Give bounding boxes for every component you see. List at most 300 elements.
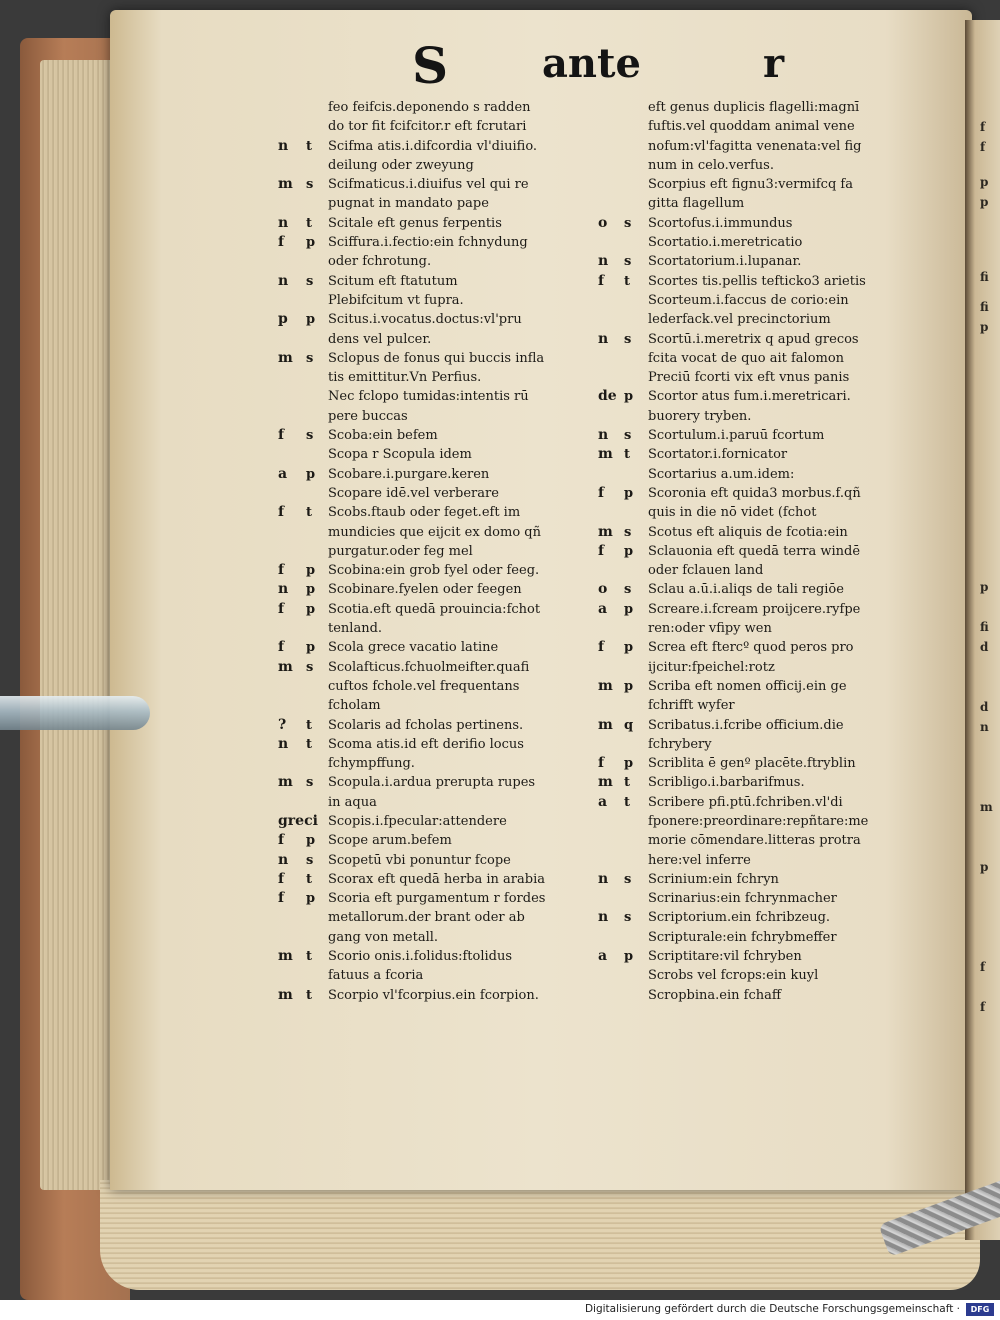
- gender-mark: n: [598, 909, 609, 926]
- class-mark: p: [624, 756, 634, 772]
- dictionary-entry: [278, 310, 608, 349]
- gender-mark: [598, 98, 624, 117]
- text-line: Scortulum.i.paruū fcortum: [648, 428, 825, 444]
- entry-text: [648, 947, 918, 1005]
- book-clamp: [0, 696, 150, 730]
- entry-text: [328, 503, 608, 561]
- margin-mark: n: [980, 720, 989, 734]
- entry-text: [328, 214, 608, 233]
- text-line: Scrinium:ein fchryn: [648, 871, 779, 887]
- dictionary-entry: [278, 831, 608, 850]
- entry-text: [648, 870, 918, 909]
- entry-text: [648, 272, 918, 330]
- gender-mark: f: [278, 639, 285, 656]
- dfg-logo: DFG: [966, 1303, 994, 1316]
- gender-mark: m: [278, 948, 293, 965]
- gender-mark: f: [278, 870, 285, 887]
- class-mark: p: [306, 235, 316, 251]
- margin-mark: p: [980, 195, 989, 209]
- gender-mark: a: [278, 465, 288, 482]
- text-line: Sclau a.ū.i.aliqs de tali regiōe: [648, 582, 844, 598]
- entry-text: [328, 851, 608, 870]
- class-mark: p: [306, 466, 316, 482]
- entry-text: [328, 658, 608, 716]
- margin-mark: p: [980, 320, 989, 334]
- text-line: Scribatus.i.fcribe officium.die: [648, 717, 844, 733]
- dictionary-entry: [278, 870, 608, 889]
- text-line: fcita vocat de quo ait falomon: [648, 350, 845, 366]
- class-mark: s: [306, 350, 314, 366]
- text-line: fchrybery: [648, 736, 712, 752]
- text-line: Scriptitare:vil fchryben: [648, 949, 802, 965]
- text-line: fcholam: [328, 698, 381, 714]
- text-line: Scriptorium.ein fchribzeug.: [648, 910, 831, 926]
- gender-mark: n: [278, 214, 289, 231]
- class-mark: t: [306, 949, 313, 965]
- margin-mark: f: [980, 1000, 986, 1014]
- dictionary-entry: [278, 233, 608, 272]
- right-column: [598, 98, 918, 1005]
- dictionary-entry: [278, 426, 608, 465]
- entry-text: [648, 754, 918, 773]
- dictionary-entry: [278, 735, 608, 774]
- entry-text: [648, 330, 918, 388]
- class-mark: s: [306, 659, 314, 675]
- text-line: morie cōmendare.litteras protra: [648, 833, 861, 849]
- text-line: metallorum.der brant oder ab: [328, 910, 525, 926]
- class-mark: p: [624, 543, 634, 559]
- class-mark: s: [624, 428, 632, 444]
- class-mark: s: [624, 524, 632, 540]
- text-line: Scribere pfi.ptū.fchriben.vl'di: [648, 794, 843, 810]
- dictionary-entry: [598, 387, 918, 426]
- class-mark: [306, 98, 328, 117]
- entry-text: [648, 426, 918, 445]
- margin-mark: p: [980, 580, 989, 594]
- entry-text: [648, 773, 918, 792]
- text-line: ijcitur:fpeichel:rotz: [648, 659, 775, 675]
- entry-text: [328, 600, 608, 639]
- class-mark: p: [306, 640, 316, 656]
- dictionary-entry: [598, 580, 918, 599]
- dictionary-entry: [278, 503, 608, 561]
- dictionary-entry: [278, 349, 608, 426]
- entry-text: [648, 214, 918, 253]
- entry-text: [648, 252, 918, 271]
- text-line: mundicies que eijcit ex domo qñ: [328, 524, 541, 540]
- text-line: Scopula.i.ardua prerupta rupes: [328, 775, 536, 791]
- text-line: pere buccas: [328, 408, 408, 424]
- entry-text: [328, 638, 608, 657]
- margin-mark: d: [980, 700, 989, 714]
- text-line: Scifmaticus.i.diuifus vel qui re: [328, 177, 529, 193]
- entry-text: [648, 908, 918, 947]
- entry-text: [328, 310, 608, 349]
- dictionary-entry: [278, 947, 608, 986]
- gender-mark: n: [278, 272, 289, 289]
- text-line: Scriblita ē genº placēte.ftryblin: [648, 756, 856, 772]
- entry-text: [328, 580, 608, 599]
- gender-mark: m: [278, 774, 293, 791]
- bottom-page-edges: [100, 1180, 980, 1290]
- dictionary-entry: [278, 580, 608, 599]
- entry-text: [648, 387, 918, 426]
- text-line: num in celo.verfus.: [648, 157, 774, 173]
- text-line: Scorpio vl'fcorpius.ein fcorpion.: [328, 987, 539, 1003]
- class-mark: t: [306, 987, 313, 1003]
- footer: [0, 1300, 1000, 1320]
- class-mark: p: [624, 640, 634, 656]
- gender-mark: f: [598, 272, 605, 289]
- entry-text: [328, 947, 608, 986]
- text-line: Scopis.i.fpecular:attendere: [328, 813, 507, 829]
- margin-mark: f: [980, 120, 986, 134]
- class-mark: t: [306, 505, 313, 521]
- text-line: Scitale eft genus ferpentis: [328, 215, 502, 231]
- text-line: Scope arum.befem: [328, 833, 452, 849]
- text-line: Scropbina.ein fchaff: [648, 987, 782, 1003]
- class-mark: s: [624, 254, 632, 270]
- dictionary-entry: [598, 754, 918, 773]
- dictionary-entry: [598, 426, 918, 445]
- dictionary-entry: [278, 272, 608, 311]
- text-line: Screare.i.fcream proijcere.ryfpe: [648, 601, 861, 617]
- gender-mark: n: [278, 851, 289, 868]
- text-line: Scorteum.i.faccus de corio:ein: [648, 292, 849, 308]
- text-line: Scitum eft ftatutum: [328, 273, 458, 289]
- signature-mark: r: [763, 40, 785, 87]
- gender-mark: f: [598, 484, 605, 501]
- text-line: here:vel inferre: [648, 852, 751, 868]
- class-mark: t: [624, 273, 631, 289]
- dictionary-entry: [278, 175, 608, 214]
- entry-text: [328, 831, 608, 850]
- text-line: Scortarius a.um.idem:: [648, 466, 795, 482]
- text-line: in aqua: [328, 794, 377, 810]
- text-line: gang von metall.: [328, 929, 439, 945]
- margin-mark: p: [980, 175, 989, 189]
- entry-text: [648, 580, 918, 599]
- entry-text: [648, 523, 918, 542]
- class-mark: t: [306, 736, 313, 752]
- gender-mark: n: [278, 581, 289, 598]
- dictionary-entry: [598, 252, 918, 271]
- dictionary-entry: [598, 330, 918, 388]
- gender-mark: [278, 98, 306, 117]
- margin-mark: fi: [980, 620, 989, 634]
- class-mark: p: [624, 678, 634, 694]
- gender-mark: n: [598, 427, 609, 444]
- text-line: Scotus eft aliquis de fcotia:ein: [648, 524, 848, 540]
- footer-credit: Digitalisierung gefördert durch die Deutsche Forschungsgemeinschaft ·: [584, 1303, 960, 1315]
- gender-mark: f: [598, 755, 605, 772]
- entry-text: [328, 98, 608, 137]
- text-line: Scoria eft purgamentum r fordes: [328, 891, 546, 907]
- class-mark: t: [624, 447, 631, 463]
- text-line: Scortatorium.i.lupanar.: [648, 254, 802, 270]
- class-mark: s: [306, 852, 314, 868]
- dictionary-entry: [278, 986, 608, 1005]
- text-line: tenland.: [328, 621, 383, 637]
- gender-mark: f: [278, 600, 285, 617]
- dictionary-entry: [598, 445, 918, 484]
- gender-mark: de: [598, 388, 617, 405]
- text-line: cuftos fchole.vel frequentans: [328, 678, 520, 694]
- gender-mark: m: [598, 446, 613, 463]
- dictionary-entry: [598, 484, 918, 523]
- entry-text: [328, 812, 608, 831]
- text-line: Sclauonia eft quedā terra windē: [648, 543, 861, 559]
- text-line: Plebifcitum vt fupra.: [328, 292, 464, 308]
- class-mark: s: [624, 215, 632, 231]
- text-line: dens vel pulcer.: [328, 331, 432, 347]
- running-head-letter: S: [412, 36, 449, 95]
- entry-text: [648, 484, 918, 523]
- gender-mark: ?: [278, 716, 287, 733]
- dictionary-entry: [598, 908, 918, 947]
- gender-mark: m: [278, 349, 293, 366]
- class-mark: s: [624, 582, 632, 598]
- text-line: Scripturale:ein fchrybmeffer: [648, 929, 837, 945]
- dictionary-entry: [598, 542, 918, 581]
- text-line: fatuus a fcoria: [328, 968, 424, 984]
- class-mark: s: [624, 910, 632, 926]
- class-mark: p: [306, 563, 316, 579]
- text-line: Scortator.i.fornicator: [648, 447, 788, 463]
- entry-text: [328, 426, 608, 465]
- gender-mark: o: [598, 581, 608, 598]
- entry-text: [328, 889, 608, 947]
- dictionary-entry: [278, 812, 608, 831]
- text-line: fponere:preordinare:repñtare:me: [648, 813, 869, 829]
- text-line: Scolafticus.fchuolmeifter.quafi: [328, 659, 530, 675]
- gender-mark: f: [278, 504, 285, 521]
- dictionary-entry: [278, 716, 608, 735]
- dictionary-entry: [278, 638, 608, 657]
- dictionary-entry: [598, 773, 918, 792]
- text-line: feo feifcis.deponendo s radden: [328, 100, 531, 115]
- text-line: oder fchrotung.: [328, 254, 432, 270]
- entry-text: [328, 175, 608, 214]
- margin-mark: m: [980, 800, 993, 814]
- text-line: Scobs.ftaub oder feget.eft im: [328, 505, 521, 521]
- dictionary-entry: [278, 658, 608, 716]
- dictionary-entry: [598, 214, 918, 253]
- text-line: Scorpius eft fignu3:vermifcq fa: [648, 177, 853, 193]
- margin-mark: fi: [980, 270, 989, 284]
- class-mark: t: [306, 215, 313, 231]
- text-line: fchympffung.: [328, 756, 415, 772]
- margin-mark: d: [980, 640, 989, 654]
- text-line: purgatur.oder feg mel: [328, 543, 473, 559]
- text-line: Scitus.i.vocatus.doctus:vl'pru: [328, 312, 522, 328]
- entry-text: [328, 773, 608, 812]
- gender-mark: m: [598, 716, 613, 733]
- text-line: tis emittitur.Vn Perfius.: [328, 370, 482, 386]
- entry-text: [648, 542, 918, 581]
- dictionary-entry: [278, 773, 608, 812]
- entry-text: [328, 561, 608, 580]
- text-line: oder fclauen land: [648, 563, 764, 579]
- entry-text: [328, 137, 608, 176]
- text-line: Scortofus.i.immundus: [648, 215, 793, 231]
- gender-mark: n: [278, 735, 289, 752]
- dictionary-entry: [598, 638, 918, 677]
- text-line: Scorax eft quedā herba in arabia: [328, 871, 545, 887]
- class-mark: s: [624, 331, 632, 347]
- entry-text: [328, 735, 608, 774]
- gender-mark: m: [278, 986, 293, 1003]
- gender-mark: n: [598, 870, 609, 887]
- gender-mark: f: [278, 562, 285, 579]
- text-line: quis in die nō videt (fchot: [648, 505, 817, 521]
- text-line: Scoba:ein befem: [328, 428, 438, 444]
- entry-text: [328, 465, 608, 504]
- dictionary-entry: [278, 600, 608, 639]
- dictionary-entry: [598, 716, 918, 755]
- gender-mark: n: [598, 330, 609, 347]
- text-line: Scortes tis.pellis tefticko3 arietis: [648, 273, 866, 289]
- class-mark: [306, 812, 328, 831]
- text-line: buorery tryben.: [648, 408, 752, 424]
- gender-mark: m: [278, 658, 293, 675]
- text-line: deilung oder zweyung: [328, 157, 474, 173]
- text-line: Scola grece vacatio latine: [328, 640, 499, 656]
- class-mark: s: [306, 775, 314, 791]
- class-mark: p: [306, 582, 316, 598]
- class-mark: t: [306, 138, 313, 154]
- margin-mark: p: [980, 860, 989, 874]
- gender-mark: a: [598, 600, 608, 617]
- class-mark: t: [624, 775, 631, 791]
- gender-mark: f: [598, 639, 605, 656]
- gender-mark: o: [598, 214, 608, 231]
- text-line: pugnat in mandato pape: [328, 196, 489, 212]
- dictionary-entry: [598, 793, 918, 870]
- gender-mark: m: [278, 176, 293, 193]
- text-line: Scobare.i.purgare.keren: [328, 466, 490, 482]
- text-line: eft genus duplicis flagelli:magnī: [648, 100, 860, 115]
- left-column: [278, 98, 608, 1005]
- text-line: Sciffura.i.fectio:ein fchnydung: [328, 235, 528, 251]
- entry-text: [328, 349, 608, 426]
- text-line: Scotia.eft quedā prouincia:fchot: [328, 601, 541, 617]
- gender-mark: f: [278, 234, 285, 251]
- class-mark: [624, 98, 648, 117]
- dictionary-entry: [278, 137, 608, 176]
- class-mark: s: [306, 177, 314, 193]
- text-line: lederfack.vel precinctorium: [648, 312, 831, 328]
- dictionary-entry: [598, 523, 918, 542]
- margin-mark: fi: [980, 300, 989, 314]
- text-line: Scifma atis.i.difcordia vl'diuifio.: [328, 138, 538, 154]
- gender-mark: n: [598, 253, 609, 270]
- text-line: Preciū fcorti vix eft vnus panis: [648, 370, 850, 386]
- class-mark: p: [306, 833, 316, 849]
- margin-mark: f: [980, 960, 986, 974]
- entry-text: [648, 677, 918, 716]
- entry-text: [328, 716, 608, 735]
- dictionary-entry: [278, 214, 608, 233]
- text-line: do tor fit fcifcitor.r eft fcrutari: [328, 119, 527, 135]
- gender-mark: a: [598, 793, 608, 810]
- class-mark: s: [306, 273, 314, 289]
- gender-mark: f: [278, 427, 285, 444]
- text-line: Scorio onis.i.folidus:ftolidus: [328, 949, 513, 965]
- text-line: ren:oder vfipy wen: [648, 621, 772, 637]
- entry-text: [328, 272, 608, 311]
- class-mark: p: [306, 601, 316, 617]
- gender-mark: f: [278, 832, 285, 849]
- class-mark: t: [306, 717, 313, 733]
- gender-mark: n: [278, 137, 289, 154]
- gender-mark: f: [278, 890, 285, 907]
- dictionary-entry: [278, 465, 608, 504]
- text-line: Scoma atis.id eft derifio locus: [328, 736, 524, 752]
- text-line: gitta flagellum: [648, 196, 745, 212]
- gender-mark: m: [598, 774, 613, 791]
- class-mark: t: [306, 871, 313, 887]
- dictionary-entry: [278, 561, 608, 580]
- gender-mark: greci: [278, 812, 318, 829]
- text-line: Scribligo.i.barbarifmus.: [648, 775, 805, 791]
- class-mark: p: [624, 389, 634, 405]
- dictionary-entry: [598, 600, 918, 639]
- text-line: Scopare idē.vel verberare: [328, 485, 499, 501]
- entry-text: [648, 716, 918, 755]
- margin-mark: f: [980, 140, 986, 154]
- text-line: Scoronia eft quida3 morbus.f.qñ: [648, 485, 861, 501]
- running-head-word: ante: [542, 40, 641, 87]
- text-line: Scriba eft nomen officij.ein ge: [648, 678, 847, 694]
- class-mark: s: [306, 428, 314, 444]
- dictionary-entry: [278, 98, 608, 137]
- text-line: fuftis.vel quoddam animal vene: [648, 119, 855, 135]
- text-line: Scortū.i.meretrix q apud grecos: [648, 331, 859, 347]
- dictionary-entry: [278, 851, 608, 870]
- entry-text: [648, 98, 918, 214]
- class-mark: p: [624, 485, 634, 501]
- entry-text: [648, 445, 918, 484]
- text-line: Scortor atus fum.i.meretricari.: [648, 389, 851, 405]
- class-mark: t: [624, 794, 631, 810]
- text-line: nofum:vl'fagitta venenata:vel fig: [648, 138, 862, 154]
- text-line: Scobinare.fyelen oder feegen: [328, 582, 522, 598]
- text-line: Scrinarius:ein fchrynmacher: [648, 891, 837, 907]
- gender-mark: a: [598, 948, 608, 965]
- gender-mark: p: [278, 311, 288, 328]
- entry-text: [648, 600, 918, 639]
- text-line: Nec fclopo tumidas:intentis rū: [328, 389, 529, 405]
- gender-mark: m: [598, 677, 613, 694]
- dictionary-entry: [598, 272, 918, 330]
- gender-mark: m: [598, 523, 613, 540]
- dictionary-entry: [598, 98, 918, 214]
- text-line: Scopetū vbi ponuntur fcope: [328, 852, 511, 868]
- text-line: fchrifft wyfer: [648, 698, 735, 714]
- entry-text: [328, 870, 608, 889]
- class-mark: p: [306, 891, 316, 907]
- class-mark: p: [306, 312, 316, 328]
- entry-text: [328, 233, 608, 272]
- class-mark: p: [624, 601, 634, 617]
- dictionary-entry: [278, 889, 608, 947]
- class-mark: q: [624, 717, 634, 733]
- dictionary-entry: [598, 870, 918, 909]
- text-line: Scobina:ein grob fyel oder feeg.: [328, 563, 540, 579]
- text-line: Scopa r Scopula idem: [328, 447, 472, 463]
- text-line: Sclopus de fonus qui buccis infla: [328, 350, 545, 366]
